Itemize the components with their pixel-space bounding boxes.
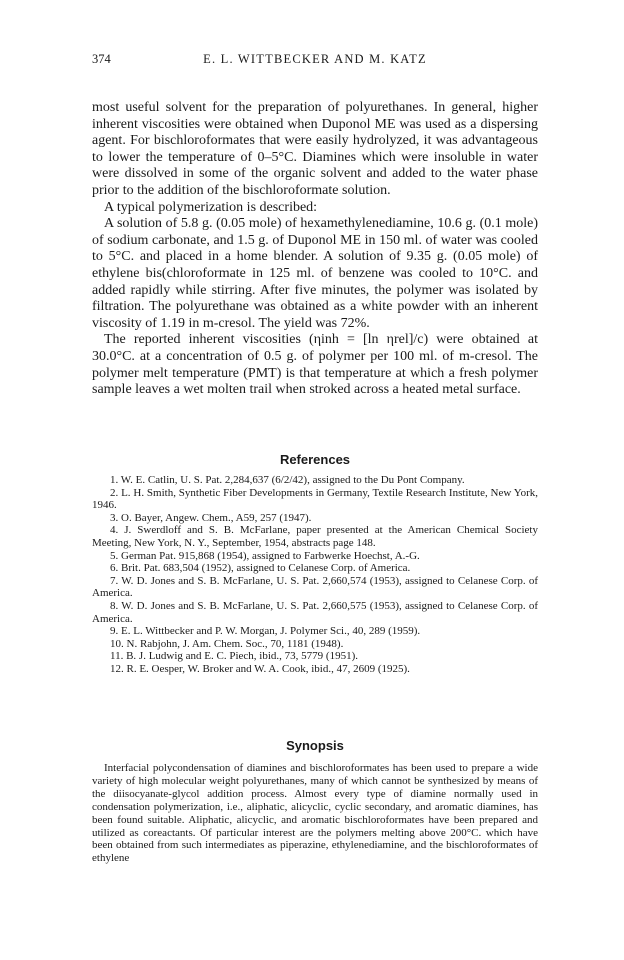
reference-item: 7. W. D. Jones and S. B. McFarlane, U. S. Pat. 2,660,574 (1953), assigned to Celanese Corp. of America. <box>92 574 538 600</box>
reference-item: 1. W. E. Catlin, U. S. Pat. 2,284,637 (6/2/42), assigned to the Du Pont Company. <box>110 474 465 486</box>
references-list <box>92 474 538 676</box>
reference-item: 10. N. Rabjohn, J. Am. Chem. Soc., 70, 1181 (1948). <box>110 637 344 650</box>
synopsis-text: Interfacial polycondensation of diamines and bischloroformates has been used to prepare a wide variety of high molecular weight polyurethanes, many of which cannot be synthesized by means of the diisocyanate-glycol addition process. Almost every type of diamine normally used in condensation polymerization, i.e., aliphatic, alicyclic, cyclic secondary, and aromatic diamines, has been found suitable. Aliphatic, alicyclic, and aromatic bischloroformates have been prepared and utilized as coreactants. Of particular interest are the polymers melting above 200°C. which have been obtained from such intermediates as piperazine, ethylenediamine, and the bischloroformates of ethylene <box>92 762 538 865</box>
reference-item: 11. B. J. Ludwig and E. C. Piech, ibid., 73, 5779 (1951). <box>110 650 358 663</box>
body-text <box>92 100 538 399</box>
reference-item: 2. L. H. Smith, Synthetic Fiber Developments in Germany, Textile Research Institute, New York, 1946. <box>92 486 538 512</box>
reference-item: 5. German Pat. 915,868 (1954), assigned to Farbwerke Hoechst, A.-G. <box>110 549 420 562</box>
paragraph-procedure: A solution of 5.8 g. (0.05 mole) of hexamethylenediamine, 10.6 g. (0.1 mole) of sodium carbonate, and 1.5 g. of Duponol ME in 150 ml. of water was cooled to 5°C. and placed in a home blender. A solution of 9.35 g. (0.05 mole) of ethylene bis(chloroformate in 125 ml. of benzene was cooled to 10°C. and added rapidly while stirring. After five minutes, the polymer was isolated by filtration. The polyurethane was obtained as a white powder with an inherent viscosity of 1.19 in m-cresol. The yield was 72%. <box>92 216 538 331</box>
paragraph-viscosity: The reported inherent viscosities (ηinh = [ln ηrel]/c) were obtained at 30.0°C. at a concentration of 0.5 g. of polymer per 100 ml. of m-cresol. The polymer melt temperature (PMT) is that temperature at which a fresh polymer sample leaves a wet molten trail when stroked across a heated metal surface. <box>92 332 538 398</box>
page-number: 374 <box>92 52 111 66</box>
running-head <box>92 52 538 72</box>
reference-item: 3. O. Bayer, Angew. Chem., A59, 257 (1947). <box>110 511 312 524</box>
reference-item: 6. Brit. Pat. 683,504 (1952), assigned to Celanese Corp. of America. <box>110 562 411 575</box>
paragraph-continued: most useful solvent for the preparation of polyurethanes. In general, higher inherent viscosities were obtained when Duponol ME was used as a dispersing agent. For bischloroformates that were easily hydrolyzed, it was advantageous to lower the temperature of 0–5°C. Diamines which were insoluble in water were dissolved in some of the organic solvent and added to the water phase prior to the addition of the bischloroformate solution. <box>92 100 538 198</box>
references-heading: References <box>279 452 351 467</box>
running-head-authors: E. L. WITTBECKER AND M. KATZ <box>203 52 427 66</box>
reference-item: 9. E. L. Wittbecker and P. W. Morgan, J. Polymer Sci., 40, 289 (1959). <box>110 625 421 638</box>
reference-item: 8. W. D. Jones and S. B. McFarlane, U. S. Pat. 2,660,575 (1953), assigned to Celanese Corp. of America. <box>92 599 538 625</box>
reference-item: 12. R. E. Oesper, W. Broker and W. A. Cook, ibid., 47, 2609 (1925). <box>110 662 410 675</box>
reference-item: 4. J. Swerdloff and S. B. McFarlane, paper presented at the American Chemical Society Meeting, New York, N. Y., September, 1954, abstracts page 148. <box>92 524 538 549</box>
synopsis-heading: Synopsis <box>286 738 344 753</box>
paragraph-intro: A typical polymerization is described: <box>104 199 318 215</box>
